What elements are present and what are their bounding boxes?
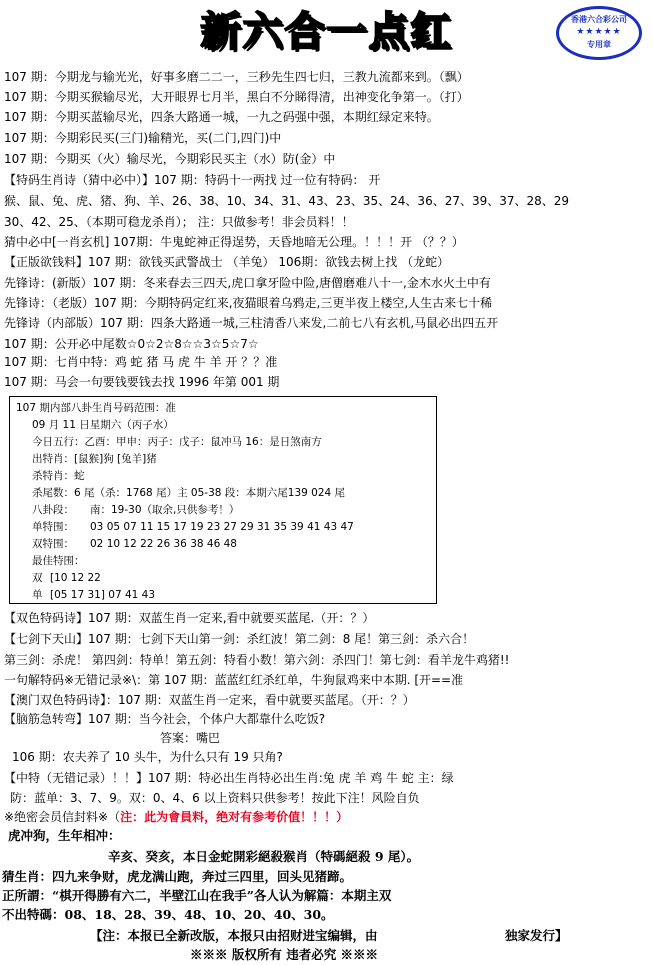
xinhai-line: 辛亥、癸亥，本日金蛇開彩絕殺猴肖（特碼絕殺 9 尾）。	[108, 849, 420, 864]
box-bagua: 八卦段：	[32, 504, 74, 516]
zhongte-line: 【中特（无错记录）！！】107 期：特必出生肖特必出生肖:兔 虎 羊 鸡 牛 蛇 主：绿	[4, 771, 454, 785]
box-chute: 出特肖：[鼠猴]狗 [兔羊]猪	[32, 453, 157, 465]
box-kill: 杀特肖：蛇	[32, 470, 85, 482]
zhengsuo-line: 正所謂：“棋开得勝有六二，半壁江山在我手”各人认为解篇：本期主双	[2, 888, 392, 903]
copyright-line: ※※※ 版权所有 违者必究 ※※※	[190, 947, 379, 962]
seven-swords-line: 第三剑：杀虎！ 第四剑：特单！第五剑：特看小数！第六剑：杀四门！第七剑：看羊龙牛鸡猪!!	[4, 653, 510, 667]
special-poem-line: 【特码生肖诗（猜中必中）】107 期：特码十一两找 过一位有特码： 开	[4, 173, 381, 187]
prediction-line: 107 期：今期买（火）输尽光，今期彩民买主（水）防(金）中	[4, 152, 336, 166]
box-dan-nums: [05 17 31] 07 41 43	[50, 589, 156, 601]
footer-note: 【注：本报已全新改版，本报只由招财进宝编辑，由	[90, 928, 378, 943]
brain-teaser-line: 【脑筋急转弯】107 期：当今社会，个体户大都靠什么吃饭?	[4, 712, 326, 726]
buchu-line: 不出特碼：08、18、28、39、48、10、20、40、30。	[2, 907, 334, 922]
box-single-label: 单特围：	[32, 521, 74, 533]
mystery-line: 猜中必中[一肖玄机] 107期：牛鬼蛇神正得逞势，天昏地暗无公理。！！！开 （？？）	[4, 235, 464, 249]
box-best-label: 最佳特围：	[32, 555, 85, 567]
caisheng-line: 猜生肖：四九来争财，虎龙满山跑，奔过三四里，回头见猪蹄。	[2, 869, 353, 884]
poem-line: 先锋诗：（老版）107 期：今期特码定红来,夜猫眼着乌鸦走,三更半夜上楼空,人生古来七十稀	[4, 296, 493, 310]
number-list-line: 30、42、25、（本期可稳龙杀肖）； 注：只做参考！非会员料！！	[4, 215, 354, 229]
box-shuang-label: 双	[32, 572, 43, 584]
tail-numbers-line: 107 期：公开必中尾数☆0☆2☆8☆☆3☆5☆7☆	[4, 337, 259, 351]
member-line	[4, 808, 348, 826]
box-shuang-nums: [10 12 22	[50, 572, 101, 584]
footer-note-right: 独家发行】	[505, 928, 568, 943]
seven-swords-line: 【七剑下天山】107 期：七剑下天山第一剑：杀红波！第二剑：8 尾！第三剑：杀六合！	[4, 632, 475, 646]
page-title: 新六合一点红	[200, 9, 453, 55]
seven-zodiac-line: 107 期：七肖中特：鸡 蛇 猪 马 虎 牛 羊 开 ？？准	[4, 355, 278, 369]
prediction-line: 107 期：今期龙与输光光，好事多磨二二一，三秒先生四七归，三教九流都来到。（飘）	[4, 70, 469, 84]
seal-sub-text: 专用章	[587, 40, 611, 49]
seal-stars: ★★★★★	[576, 27, 622, 37]
box-date: 09 月 11 日星期六（丙子水）	[32, 419, 174, 431]
box-double-label: 双特围：	[32, 538, 74, 550]
poem-line: 先锋诗（内部版）107 期：四条大路通一城,三柱清香八来发,二前七八有玄机,马鼠必出四五开	[4, 316, 499, 330]
macau-poem-line: 【澳门双色特码诗】：107 期：双蓝生肖一定来，看中就要买蓝尾。（开：？）	[4, 693, 415, 707]
money-line: 【正版欲钱料】107 期：欲钱买武警战士 （羊兔） 106期：欲钱去树上找 （龙蛇）	[4, 255, 450, 269]
box-today: 今日五行：乙酉：甲申：丙子：戊子：鼠冲马 16：是日煞南方	[32, 436, 322, 448]
riddle-line: 106 期：农夫养了 10 头牛，为什么只有 19 只角?	[12, 750, 283, 764]
seal-arc-text: 香港六合彩公司	[571, 15, 627, 24]
bagua-info-box	[9, 396, 437, 604]
one-sentence-line: 一句解特码※无错记录※\：第 107 期：蓝蓝红红杀红单，牛狗鼠鸡来中本期. [开==准	[4, 673, 464, 687]
box-single-nums: 03 05 07 11 15 17 19 23 27 29 31 35 39 41 43 47	[90, 521, 354, 533]
box-kill-num: 杀尾数：6 尾（杀：1768 尾）主 05-38 段：本期六尾139 024 尾	[32, 487, 346, 499]
prediction-line: 107 期：今期彩民买(三门)输精光，买(二门,四门)中	[4, 131, 282, 145]
tiger-line: 虎冲狗，生年相冲：	[8, 828, 121, 843]
brain-teaser-answer: 答案：嘴巴	[160, 731, 221, 745]
box-double-nums: 02 10 12 22 26 36 38 46 48	[90, 538, 237, 550]
horse-club-line: 107 期：马会一句要钱要钱去找 1996 年第 001 期	[4, 375, 280, 389]
box-dan-label: 单	[32, 589, 43, 601]
poem-line: 先锋诗：(新版）107 期：冬来春去三四天,虎口拿牙险中险,唐僧磨难八十一,金木水火土中有	[4, 276, 491, 290]
box-header: 107 期内部八卦生肖号码范围：准	[16, 402, 176, 414]
prediction-line: 107 期：今期买蓝输尽光，四条大路通一城，一九之码强中强，本期红绿定来特。	[4, 110, 439, 124]
prediction-line: 107 期：今期买猴输尽光，大开眼界七月半，黑白不分睇得清，出神变化争第一。（打）	[4, 90, 469, 104]
box-bagua-note: 南：19-30（取余,只供参考！）	[90, 504, 240, 516]
zhongte-line: 防：蓝单：3、7、9。双：0、4、6 以上资料只供参考！按此下注！风险自负	[10, 791, 420, 805]
member-red-note: 注：此为會員料，绝对有参考价值！！！）	[120, 810, 349, 824]
number-list-line: 猴、鼠、兔、虎、猪、狗、羊、26、38、10、34、31、43、23、35、24、36、27、39、37、28、29	[4, 194, 570, 208]
member-prefix: ※绝密会员信封料※（	[4, 810, 121, 824]
company-seal-stamp	[556, 6, 642, 60]
double-color-poem: 【双色特码诗】107 期：双蓝生肖一定来,看中就要买蓝尾.（开：？）	[4, 611, 375, 625]
